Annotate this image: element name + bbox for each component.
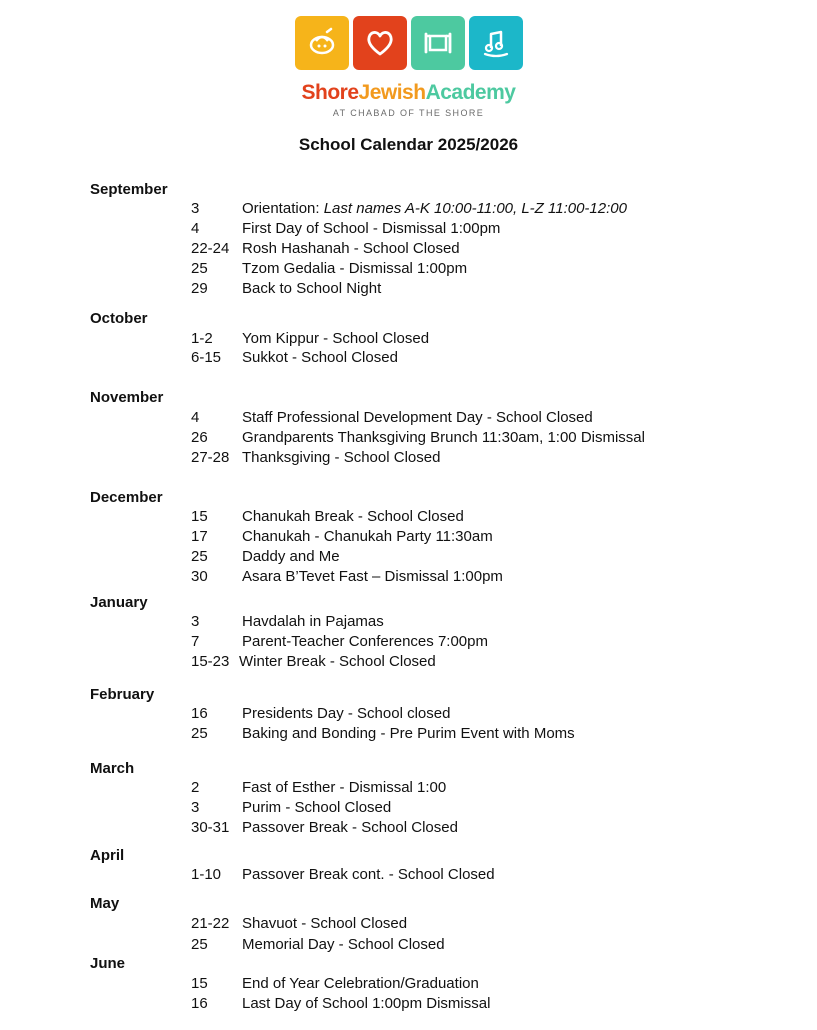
event-row: [191, 200, 627, 218]
bread-tile: [295, 16, 349, 70]
event-date: 1-2: [191, 330, 213, 347]
heart-icon: [363, 26, 397, 60]
event-description: End of Year Celebration/Graduation: [242, 975, 479, 992]
event-date: 15: [191, 975, 208, 992]
event-row: [191, 429, 645, 447]
brand-name-part-1: Shore: [301, 81, 359, 104]
torah-tile: [411, 16, 465, 70]
event-description: Passover Break - School Closed: [242, 819, 458, 836]
event-row: [191, 995, 490, 1013]
event-row: [191, 653, 436, 671]
event-row: [191, 613, 384, 631]
event-description: Baking and Bonding - Pre Purim Event with Moms: [242, 725, 575, 742]
event-row: [191, 548, 340, 566]
event-description: Havdalah in Pajamas: [242, 613, 384, 630]
month-heading: January: [90, 594, 148, 611]
event-description: Sukkot - School Closed: [242, 349, 398, 366]
school-logo: [0, 16, 817, 118]
event-date: 1-10: [191, 866, 222, 883]
event-date: 21-22: [191, 915, 230, 932]
event-description: Daddy and Me: [242, 548, 340, 565]
event-date: 29: [191, 280, 208, 297]
month-heading: March: [90, 760, 135, 777]
event-description: Memorial Day - School Closed: [242, 936, 445, 953]
brand-subtitle: AT CHABAD OF THE SHORE: [332, 108, 485, 118]
event-description: Back to School Night: [242, 280, 382, 297]
month-heading: February: [90, 686, 155, 703]
event-row: [191, 866, 495, 884]
event-date: 4: [191, 220, 200, 237]
month-heading: May: [90, 895, 120, 912]
music-hands-icon: [479, 26, 513, 60]
event-row: [191, 915, 407, 933]
event-description: First Day of School - Dismissal 1:00pm: [242, 220, 501, 237]
event-description: [242, 200, 627, 217]
brand-name-part-2: Jewish: [358, 81, 426, 104]
event-row: [191, 280, 381, 298]
event-row: [191, 240, 460, 258]
event-date: 7: [191, 633, 200, 650]
event-description: Parent-Teacher Conferences 7:00pm: [242, 633, 488, 650]
event-row: [191, 568, 503, 586]
event-row: [191, 508, 464, 526]
event-description: Staff Professional Development Day - School Closed: [242, 409, 593, 426]
event-row: [191, 409, 593, 427]
event-description-italic: Last names A-K 10:00-11:00, L-Z 11:00-12:00: [323, 200, 627, 217]
event-description: Asara B’Tevet Fast – Dismissal 1:00pm: [242, 568, 503, 585]
event-description: Winter Break - School Closed: [239, 653, 436, 670]
event-description: Grandparents Thanksgiving Brunch 11:30am, 1:00 Dismissal: [242, 429, 645, 446]
event-date: 30-31: [191, 819, 230, 836]
event-row: [191, 705, 450, 723]
event-date: 25: [191, 936, 208, 953]
event-date: 3: [191, 200, 200, 217]
event-row: [191, 528, 493, 546]
torah-scroll-icon: [421, 26, 455, 60]
event-description: Tzom Gedalia - Dismissal 1:00pm: [242, 260, 468, 277]
event-description-main: Orientation:: [242, 200, 324, 217]
event-row: [191, 349, 398, 367]
event-date: 4: [191, 409, 200, 426]
event-date: 3: [191, 613, 200, 630]
heart-tile: [353, 16, 407, 70]
event-date: 16: [191, 705, 208, 722]
event-description: Presidents Day - School closed: [242, 705, 451, 722]
event-row: [191, 779, 446, 797]
event-date: 15-23: [191, 653, 230, 670]
event-date: 25: [191, 548, 208, 565]
month-heading: April: [90, 847, 125, 864]
event-date: 25: [191, 725, 208, 742]
month-heading: September: [90, 181, 168, 198]
event-date: 25: [191, 260, 208, 277]
event-row: [191, 799, 391, 817]
month-heading: June: [90, 955, 126, 972]
page-title: School Calendar 2025/2026: [298, 135, 519, 154]
event-description: Yom Kippur - School Closed: [242, 330, 430, 347]
event-description: Shavuot - School Closed: [242, 915, 408, 932]
event-row: [191, 220, 500, 238]
event-date: 22-24: [191, 240, 230, 257]
event-date: 15: [191, 508, 208, 525]
month-heading: November: [90, 389, 164, 406]
event-row: [191, 725, 575, 743]
event-row: [191, 260, 467, 278]
logo-tiles: [295, 16, 523, 70]
event-date: 2: [191, 779, 200, 796]
month-heading: December: [90, 489, 163, 506]
event-description: Passover Break cont. - School Closed: [242, 866, 495, 883]
music-tile: [469, 16, 523, 70]
event-row: [191, 330, 429, 348]
event-row: [191, 449, 440, 467]
event-date: 16: [191, 995, 208, 1012]
event-date: 3: [191, 799, 200, 816]
brand-name-part-3: Academy: [425, 81, 516, 104]
event-description: Last Day of School 1:00pm Dismissal: [242, 995, 491, 1012]
event-row: [191, 633, 488, 651]
event-date: 27-28: [191, 449, 230, 466]
event-row: [191, 819, 458, 837]
event-description: Chanukah - Chanukah Party 11:30am: [242, 528, 493, 545]
event-date: 30: [191, 568, 208, 585]
month-heading: October: [90, 310, 148, 327]
bread-icon: [305, 26, 339, 60]
event-description: Thanksgiving - School Closed: [242, 449, 441, 466]
event-description: Rosh Hashanah - School Closed: [242, 240, 460, 257]
brand-name: [0, 81, 817, 105]
event-description: Chanukah Break - School Closed: [242, 508, 464, 525]
event-date: 17: [191, 528, 208, 545]
event-description: Purim - School Closed: [242, 799, 392, 816]
event-row: [191, 975, 479, 993]
event-date: 6-15: [191, 349, 222, 366]
event-row: [191, 936, 445, 954]
event-description: Fast of Esther - Dismissal 1:00: [242, 779, 447, 796]
event-date: 26: [191, 429, 208, 446]
